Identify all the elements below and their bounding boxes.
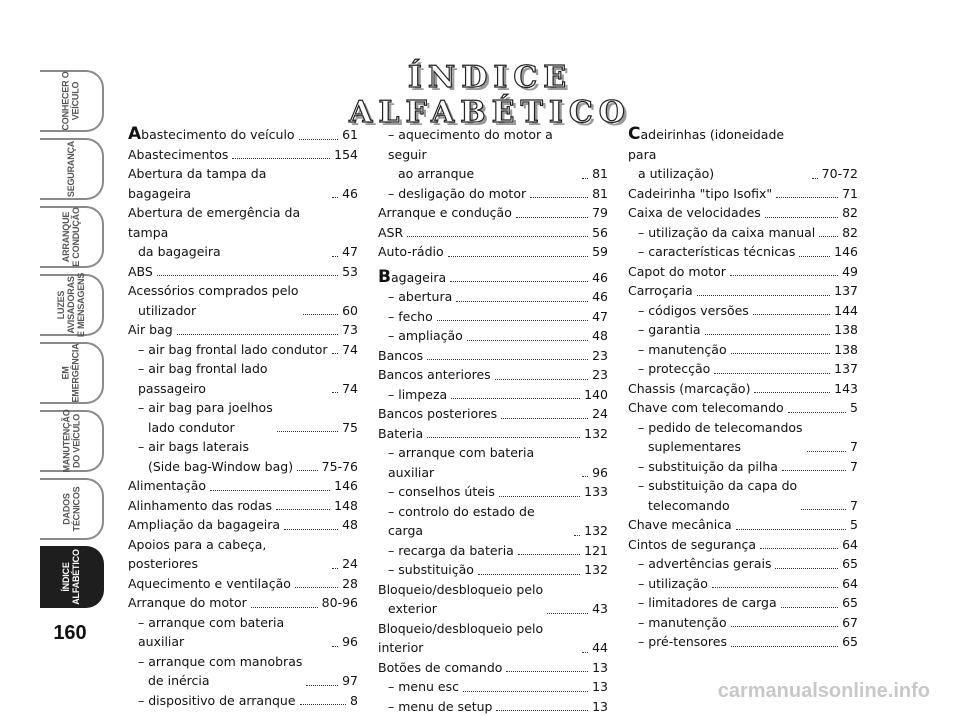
dot-leader bbox=[775, 568, 838, 569]
index-entry-page: 154 bbox=[334, 145, 358, 165]
index-entry-page: 64 bbox=[842, 574, 858, 594]
index-entry-label: – aquecimento do motor a seguir ao arranque bbox=[388, 125, 578, 184]
dot-leader bbox=[731, 353, 831, 354]
index-entry-page: 82 bbox=[842, 203, 858, 223]
index-entry-label: – características técnicas bbox=[638, 242, 795, 262]
dot-leader bbox=[530, 197, 588, 198]
index-entry-page: 56 bbox=[592, 223, 608, 243]
dot-leader bbox=[332, 353, 339, 354]
index-entry-page: 146 bbox=[834, 242, 858, 262]
index-column-3 bbox=[628, 125, 858, 652]
dot-leader bbox=[448, 256, 588, 257]
dot-leader bbox=[463, 691, 588, 692]
index-entry bbox=[128, 593, 358, 613]
index-entry bbox=[128, 203, 358, 262]
index-entry bbox=[378, 268, 608, 288]
index-entry bbox=[628, 457, 858, 477]
dot-leader bbox=[332, 392, 338, 393]
index-entry bbox=[628, 535, 858, 555]
index-entry bbox=[378, 404, 608, 424]
index-entry-page: 43 bbox=[592, 599, 608, 619]
dot-leader bbox=[437, 320, 588, 321]
index-entry-page: 96 bbox=[592, 463, 608, 483]
sidebar-tab-label: MANUTENÇÃO DO VEÍCULO bbox=[61, 410, 81, 473]
dot-leader bbox=[582, 652, 588, 653]
dot-leader bbox=[730, 275, 838, 276]
index-entry bbox=[128, 613, 358, 652]
index-entry-page: 137 bbox=[834, 359, 858, 379]
index-entry-page: 46 bbox=[592, 287, 608, 307]
index-entry bbox=[378, 385, 608, 405]
index-entry bbox=[378, 326, 608, 346]
dot-leader bbox=[456, 301, 588, 302]
page-number: 160 bbox=[50, 622, 90, 645]
index-entry-label: Bloqueio/desbloqueio pelo interior bbox=[378, 619, 578, 658]
index-entry-page: 65 bbox=[842, 632, 858, 652]
index-entry-label: – protecção bbox=[638, 359, 710, 379]
sidebar-tab-label: ÍNDICE ALFABÉTICO bbox=[61, 549, 81, 605]
index-entry-label: – ampliação bbox=[388, 326, 463, 346]
index-entry-label: Abertura de emergência da tampa da bagageira bbox=[128, 203, 328, 262]
index-column-1 bbox=[128, 125, 358, 710]
dot-leader bbox=[547, 613, 588, 614]
index-entry bbox=[628, 554, 858, 574]
dot-leader bbox=[332, 256, 338, 257]
index-entry bbox=[378, 346, 608, 366]
dot-leader bbox=[277, 431, 338, 432]
index-entry-label: Cadeirinha "tipo Isofix" bbox=[628, 184, 772, 204]
index-entry bbox=[628, 340, 858, 360]
dot-leader bbox=[516, 217, 588, 218]
dot-leader bbox=[574, 535, 580, 536]
index-entry-label: – air bag frontal lado condutor bbox=[138, 340, 328, 360]
index-entry-label: Bancos posteriores bbox=[378, 404, 497, 424]
index-entry-page: 80-96 bbox=[322, 593, 358, 613]
index-entry-page: 13 bbox=[592, 697, 608, 716]
dot-leader bbox=[251, 607, 318, 608]
dot-leader bbox=[157, 275, 338, 276]
index-entry bbox=[378, 424, 608, 444]
dot-leader bbox=[407, 236, 588, 237]
index-entry-label: – desligação do motor bbox=[388, 184, 526, 204]
index-entry-label: – pré-tensores bbox=[638, 632, 727, 652]
index-entry-label: Abastecimento do veículo bbox=[128, 125, 295, 145]
index-entry-label: – advertências gerais bbox=[638, 554, 771, 574]
dot-leader bbox=[582, 476, 588, 477]
index-entry-page: 64 bbox=[842, 535, 858, 555]
dot-leader bbox=[776, 197, 838, 198]
index-entry-label: Arranque e condução bbox=[378, 203, 512, 223]
index-entry-label: – utilização da caixa manual bbox=[638, 223, 815, 243]
watermark: carmanualsonline.info bbox=[718, 680, 930, 703]
index-entry-page: 143 bbox=[834, 379, 858, 399]
dot-leader bbox=[499, 496, 580, 497]
index-entry-label: Caixa de velocidades bbox=[628, 203, 761, 223]
dot-leader bbox=[427, 359, 588, 360]
dot-leader bbox=[210, 490, 330, 491]
index-entry bbox=[378, 482, 608, 502]
index-entry-page: 46 bbox=[592, 268, 608, 288]
index-entry-label: – air bag frontal lado passageiro bbox=[138, 359, 328, 398]
index-entry-page: 146 bbox=[334, 476, 358, 496]
index-entry-page: 81 bbox=[592, 164, 608, 184]
index-entry-page: 148 bbox=[334, 496, 358, 516]
dot-leader bbox=[712, 587, 838, 588]
dot-leader bbox=[177, 334, 338, 335]
dot-leader bbox=[760, 548, 838, 549]
index-entry-page: 67 bbox=[842, 613, 858, 633]
index-entry-label: – abertura bbox=[388, 287, 452, 307]
index-entry bbox=[628, 476, 858, 515]
index-entry-page: 46 bbox=[342, 184, 358, 204]
sidebar-tab-label: DADOS TÉCNICOS bbox=[61, 487, 81, 532]
index-entry-page: 44 bbox=[592, 638, 608, 658]
dot-leader bbox=[232, 158, 330, 159]
index-entry bbox=[628, 613, 858, 633]
index-entry bbox=[378, 697, 608, 716]
index-entry-page: 81 bbox=[592, 184, 608, 204]
index-entry bbox=[628, 379, 858, 399]
index-entry bbox=[628, 262, 858, 282]
dot-leader bbox=[306, 685, 338, 686]
index-entry bbox=[128, 145, 358, 165]
index-entry bbox=[128, 340, 358, 360]
index-entry-page: 132 bbox=[584, 424, 608, 444]
dot-leader bbox=[450, 281, 588, 282]
index-entry bbox=[128, 125, 358, 145]
index-entry-page: 61 bbox=[342, 125, 358, 145]
index-entry-label: Cintos de segurança bbox=[628, 535, 756, 555]
index-entry-label: Alimentação bbox=[128, 476, 206, 496]
index-entry-label: Chave mecânica bbox=[628, 515, 732, 535]
index-entry-label: Apoios para a cabeça, posteriores bbox=[128, 535, 328, 574]
index-entry bbox=[378, 677, 608, 697]
index-entry-page: 23 bbox=[592, 346, 608, 366]
index-entry bbox=[128, 398, 358, 437]
index-entry-label: Capot do motor bbox=[628, 262, 726, 282]
index-entry-label: – pedido de telecomandos suplementares bbox=[638, 418, 803, 457]
index-entry-page: 7 bbox=[850, 457, 858, 477]
index-entry-label: – controlo do estado de carga bbox=[388, 502, 570, 541]
index-entry bbox=[128, 535, 358, 574]
dot-leader bbox=[754, 392, 830, 393]
index-entry-label: Carroçaria bbox=[628, 281, 693, 301]
index-entry-page: 7 bbox=[850, 437, 858, 457]
index-entry-label: – substituição da pilha bbox=[638, 457, 778, 477]
index-entry bbox=[128, 515, 358, 535]
index-entry-label: – códigos versões bbox=[638, 301, 749, 321]
index-entry-page: 97 bbox=[342, 671, 358, 691]
dot-leader bbox=[332, 646, 338, 647]
index-entry bbox=[628, 125, 858, 184]
index-entry bbox=[628, 301, 858, 321]
dot-leader bbox=[714, 373, 830, 374]
index-entry-page: 48 bbox=[592, 326, 608, 346]
index-entry bbox=[128, 476, 358, 496]
index-entry-page: 59 bbox=[592, 242, 608, 262]
index-entry-label: – manutenção bbox=[638, 340, 727, 360]
dot-leader bbox=[297, 470, 318, 471]
index-entry-page: 47 bbox=[342, 242, 358, 262]
dot-leader bbox=[731, 646, 838, 647]
dot-leader bbox=[819, 236, 838, 237]
index-entry-label: Air bag bbox=[128, 320, 173, 340]
sidebar-tab-label: LUZES AVISADORAS E MENSAGENS bbox=[56, 273, 86, 337]
index-entry bbox=[128, 359, 358, 398]
index-entry-page: 140 bbox=[584, 385, 608, 405]
index-entry bbox=[378, 242, 608, 262]
index-entry-label: Chassis (marcação) bbox=[628, 379, 750, 399]
sidebar-tab[interactable] bbox=[40, 342, 104, 404]
sidebar-tab[interactable] bbox=[40, 274, 104, 336]
dot-leader bbox=[782, 470, 846, 471]
index-entry bbox=[378, 580, 608, 619]
sidebar-tab[interactable] bbox=[40, 410, 104, 472]
index-entry-page: 75-76 bbox=[322, 457, 358, 477]
index-entry-page: 133 bbox=[584, 482, 608, 502]
index-entry-label: – arranque com bateria auxiliar bbox=[138, 613, 328, 652]
index-entry-page: 132 bbox=[584, 560, 608, 580]
index-entry bbox=[378, 223, 608, 243]
index-entry-label: – substituição da capa do telecomando bbox=[638, 476, 797, 515]
index-entry bbox=[128, 262, 358, 282]
index-entry bbox=[378, 125, 608, 184]
dot-leader bbox=[501, 418, 588, 419]
index-entry bbox=[128, 164, 358, 203]
index-entry-label: – air bags laterais (Side bag-Window bag) bbox=[138, 437, 293, 476]
index-entry-page: 71 bbox=[842, 184, 858, 204]
dot-leader bbox=[284, 529, 338, 530]
dot-leader bbox=[332, 568, 338, 569]
sidebar-tab[interactable] bbox=[40, 70, 104, 132]
index-entry bbox=[628, 281, 858, 301]
index-entry bbox=[378, 443, 608, 482]
dot-leader bbox=[506, 671, 588, 672]
index-entry-page: 144 bbox=[834, 301, 858, 321]
dot-leader bbox=[276, 509, 330, 510]
dot-leader bbox=[697, 295, 831, 296]
sidebar-tab[interactable] bbox=[40, 546, 104, 608]
index-entry bbox=[378, 658, 608, 678]
index-entry-label: ASR bbox=[378, 223, 403, 243]
index-entry bbox=[128, 691, 358, 711]
index-entry bbox=[378, 184, 608, 204]
index-entry-page: 70-72 bbox=[822, 164, 858, 184]
index-entry-label: – garantia bbox=[638, 320, 701, 340]
dot-leader bbox=[788, 412, 846, 413]
index-entry-label: – arranque com bateria auxiliar bbox=[388, 443, 578, 482]
dot-leader bbox=[781, 607, 838, 608]
index-entry-label: Aquecimento e ventilação bbox=[128, 574, 291, 594]
index-entry-label: – substituição bbox=[388, 560, 474, 580]
index-entry-page: 79 bbox=[592, 203, 608, 223]
dot-leader bbox=[332, 197, 338, 198]
index-entry-page: 28 bbox=[342, 574, 358, 594]
page-title: ÍNDICE ALFABÉTICO bbox=[300, 60, 680, 130]
index-entry-label: Abastecimentos bbox=[128, 145, 228, 165]
dot-leader bbox=[451, 398, 580, 399]
index-entry-page: 5 bbox=[850, 515, 858, 535]
dot-leader bbox=[467, 340, 588, 341]
index-entry-label: Botões de comando bbox=[378, 658, 502, 678]
index-entry-label: – menu de setup bbox=[388, 697, 492, 716]
index-entry-label: – manutenção bbox=[638, 613, 727, 633]
index-entry-page: 5 bbox=[850, 398, 858, 418]
index-entry-page: 137 bbox=[834, 281, 858, 301]
index-entry bbox=[628, 184, 858, 204]
index-entry bbox=[628, 593, 858, 613]
index-entry-label: Bloqueio/desbloqueio pelo exterior bbox=[378, 580, 543, 619]
dot-leader bbox=[295, 587, 338, 588]
index-entry-page: 132 bbox=[584, 521, 608, 541]
index-entry-page: 74 bbox=[342, 340, 358, 360]
index-entry-label: ABS bbox=[128, 262, 153, 282]
dot-leader bbox=[496, 710, 588, 711]
index-entry-label: Chave com telecomando bbox=[628, 398, 784, 418]
sidebar-tab[interactable] bbox=[40, 138, 104, 200]
dot-leader bbox=[799, 256, 830, 257]
index-entry-page: 23 bbox=[592, 365, 608, 385]
sidebar-tab[interactable] bbox=[40, 206, 104, 268]
index-entry-page: 13 bbox=[592, 677, 608, 697]
index-entry bbox=[628, 515, 858, 535]
index-entry-page: 96 bbox=[342, 632, 358, 652]
index-entry-label: – fecho bbox=[388, 307, 433, 327]
index-entry bbox=[128, 320, 358, 340]
index-entry-label: – recarga da bateria bbox=[388, 541, 514, 561]
index-column-2 bbox=[378, 125, 608, 716]
index-entry-label: Bagageira bbox=[378, 268, 446, 288]
index-entry-label: Bateria bbox=[378, 424, 423, 444]
index-entry bbox=[628, 320, 858, 340]
index-entry-label: – limitadores de carga bbox=[638, 593, 777, 613]
index-entry bbox=[378, 365, 608, 385]
index-entry-label: Abertura da tampa da bagageira bbox=[128, 164, 328, 203]
index-entry-page: 48 bbox=[342, 515, 358, 535]
index-entry-page: 82 bbox=[842, 223, 858, 243]
dot-leader bbox=[582, 178, 588, 179]
sidebar-tab-label: EM EMERGÊNCIA bbox=[61, 343, 81, 402]
index-entry bbox=[628, 418, 858, 457]
dot-leader bbox=[765, 217, 838, 218]
index-entry-page: 60 bbox=[342, 301, 358, 321]
index-entry-page: 65 bbox=[842, 554, 858, 574]
index-entry-page: 7 bbox=[850, 496, 858, 516]
index-entry-label: – conselhos úteis bbox=[388, 482, 495, 502]
index-entry bbox=[128, 652, 358, 691]
dot-leader bbox=[495, 379, 588, 380]
index-entry-page: 13 bbox=[592, 658, 608, 678]
dot-leader bbox=[753, 314, 830, 315]
index-entry-page: 74 bbox=[342, 379, 358, 399]
index-entry-label: Bancos bbox=[378, 346, 423, 366]
dot-leader bbox=[812, 178, 818, 179]
index-entry bbox=[378, 560, 608, 580]
index-entry-page: 73 bbox=[342, 320, 358, 340]
dot-leader bbox=[303, 314, 339, 315]
index-entry-page: 75 bbox=[342, 418, 358, 438]
index-entry bbox=[378, 619, 608, 658]
index-entry-label: – dispositivo de arranque bbox=[138, 691, 296, 711]
index-entry bbox=[128, 574, 358, 594]
index-entry-page: 138 bbox=[834, 340, 858, 360]
dot-leader bbox=[299, 139, 339, 140]
index-entry-label: Cadeirinhas (idoneidade para a utilização) bbox=[628, 125, 808, 184]
index-entry-label: – utilização bbox=[638, 574, 708, 594]
dot-leader bbox=[705, 334, 831, 335]
index-entry-label: Auto-rádio bbox=[378, 242, 444, 262]
index-entry-label: Acessórios comprados pelo utilizador bbox=[128, 281, 299, 320]
index-entry-page: 49 bbox=[842, 262, 858, 282]
dot-leader bbox=[478, 574, 580, 575]
index-entry-page: 65 bbox=[842, 593, 858, 613]
index-entry bbox=[128, 281, 358, 320]
index-entry bbox=[378, 541, 608, 561]
index-entry-page: 8 bbox=[350, 691, 358, 711]
index-entry bbox=[628, 203, 858, 223]
dot-leader bbox=[300, 704, 346, 705]
index-entry-label: – menu esc bbox=[388, 677, 459, 697]
index-entry-label: Ampliação da bagageira bbox=[128, 515, 280, 535]
index-entry bbox=[378, 287, 608, 307]
index-entry bbox=[628, 574, 858, 594]
index-entry bbox=[628, 359, 858, 379]
index-entry-page: 24 bbox=[342, 554, 358, 574]
sidebar-tab-label: SEGURANÇA bbox=[66, 141, 76, 197]
index-entry bbox=[128, 496, 358, 516]
index-entry-label: Bancos anteriores bbox=[378, 365, 491, 385]
index-entry bbox=[378, 307, 608, 327]
index-entry-label: – limpeza bbox=[388, 385, 447, 405]
dot-leader bbox=[731, 626, 838, 627]
sidebar-tab-label: CONHECER O VEÍCULO bbox=[61, 71, 81, 130]
index-entry bbox=[628, 398, 858, 418]
dot-leader bbox=[736, 529, 846, 530]
index-entry-page: 138 bbox=[834, 320, 858, 340]
dot-leader bbox=[807, 451, 847, 452]
index-entry-page: 47 bbox=[592, 307, 608, 327]
index-entry bbox=[378, 502, 608, 541]
index-entry bbox=[128, 437, 358, 476]
dot-leader bbox=[427, 437, 580, 438]
index-entry-label: Alinhamento das rodas bbox=[128, 496, 272, 516]
index-entry-page: 121 bbox=[584, 541, 608, 561]
sidebar-tab-label: ARRANQUE E CONDUÇÃO bbox=[61, 207, 81, 267]
sidebar-tab[interactable] bbox=[40, 478, 104, 540]
index-entry-page: 53 bbox=[342, 262, 358, 282]
index-entry bbox=[378, 203, 608, 223]
index-entry bbox=[628, 242, 858, 262]
dot-leader bbox=[801, 509, 846, 510]
index-entry-label: – arranque com manobras de inércia bbox=[138, 652, 302, 691]
index-entry bbox=[628, 632, 858, 652]
index-entry-label: – air bag para joelhos lado condutor bbox=[138, 398, 273, 437]
dot-leader bbox=[518, 554, 580, 555]
index-entry-label: Arranque do motor bbox=[128, 593, 247, 613]
index-entry-page: 24 bbox=[592, 404, 608, 424]
index-entry bbox=[628, 223, 858, 243]
